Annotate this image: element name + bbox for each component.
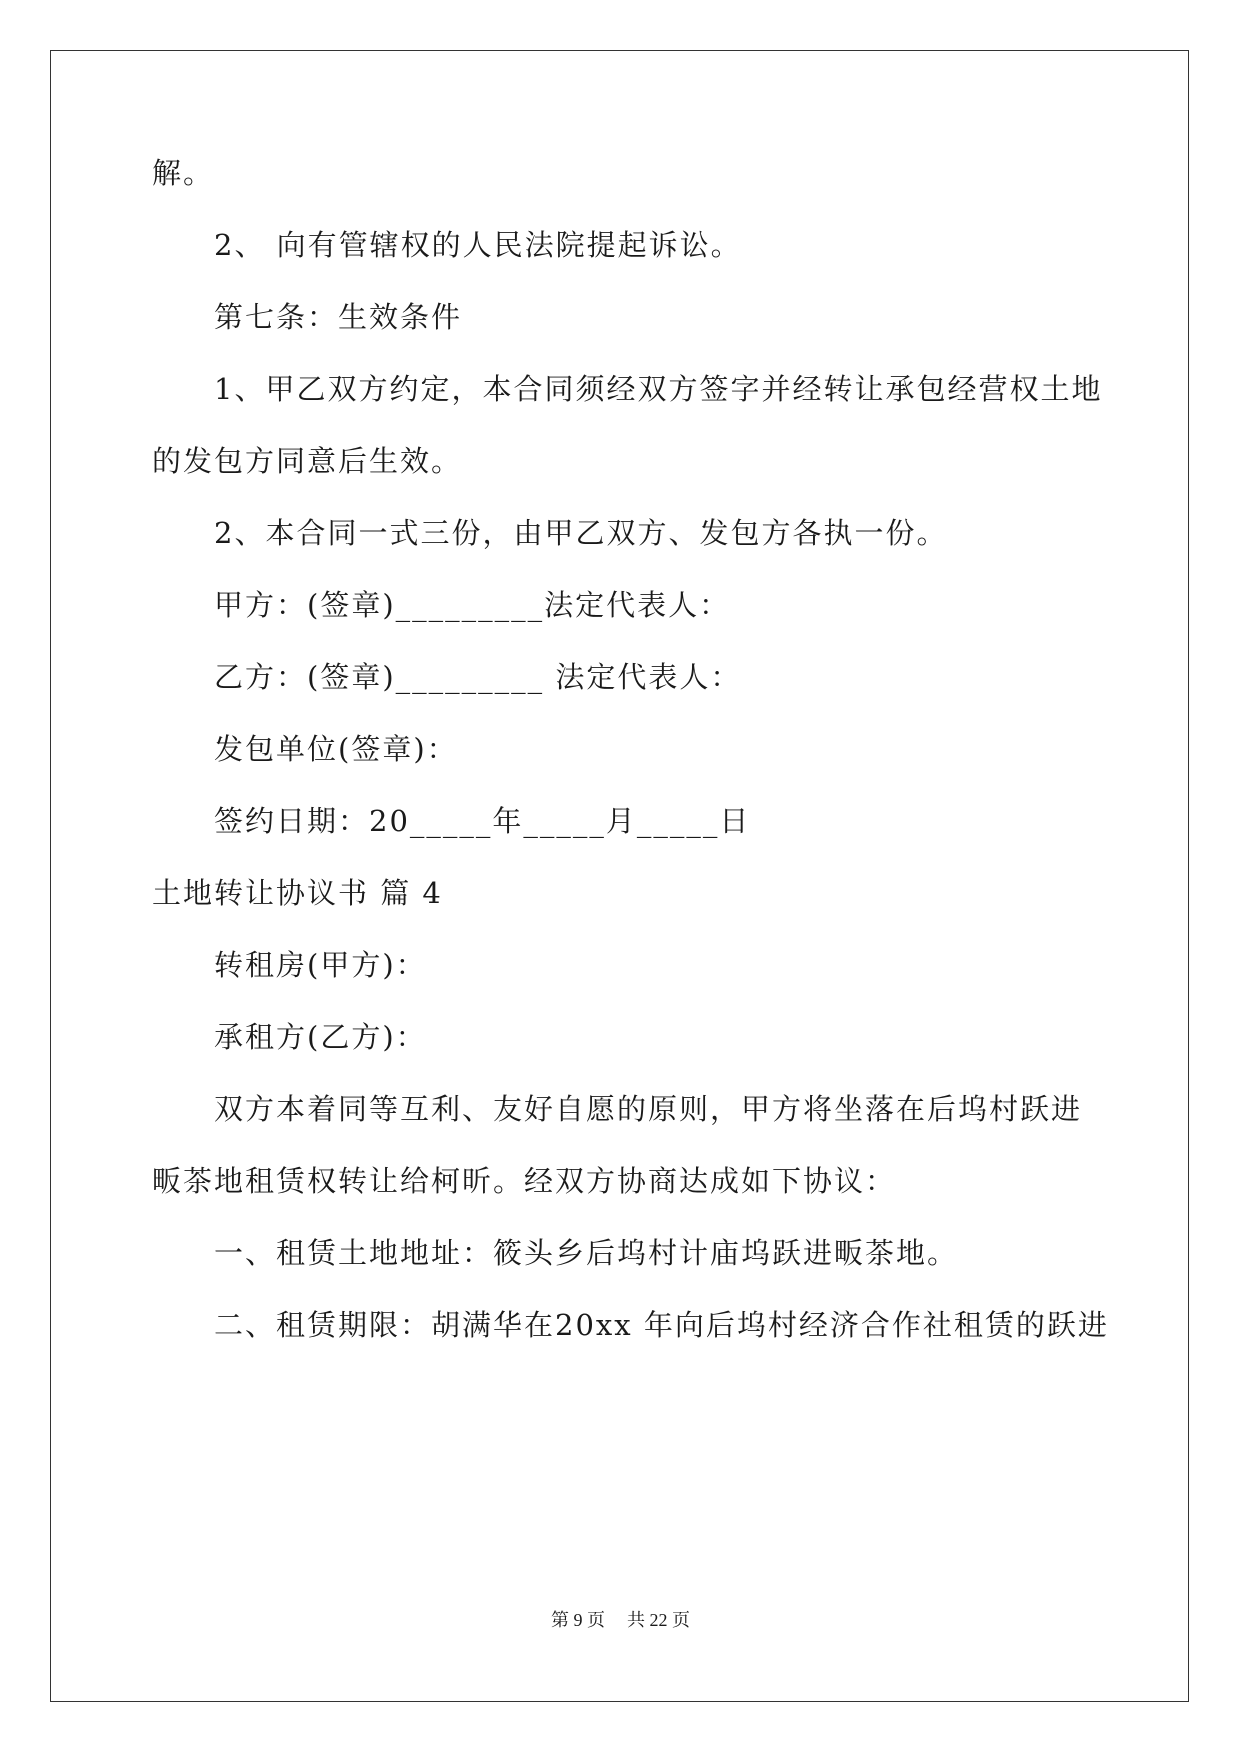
text-line-14: 双方本着同等互利、友好自愿的原则，甲方将坐落在后坞村跃进 [214, 1092, 1083, 1126]
text-line-6: 2、本合同一式三份，由甲乙双方、发包方各执一份。 [214, 516, 948, 550]
text-line-2: 2、 向有管辖权的人民法院提起诉讼。 [214, 228, 742, 262]
text-line-16: 一、租赁土地地址：筱头乡后坞村计庙坞跃进畈茶地。 [214, 1236, 959, 1270]
page-footer [0, 1608, 1241, 1632]
text-line-17: 二、租赁期限：胡满华在20xx 年向后坞村经济合作社租赁的跃进 [214, 1308, 1109, 1342]
section-title-part-4: 土地转让协议书 篇 4 [152, 876, 443, 910]
page-number-current: 第 9 页 [551, 1610, 605, 1630]
text-line-1: 解。 [152, 156, 215, 190]
signature-issuer: 发包单位(签章)： [214, 732, 458, 766]
section-heading-article-7: 第七条：生效条件 [214, 300, 463, 334]
party-b-label: 承租方(乙方)： [214, 1020, 427, 1054]
signature-party-a: 甲方：(签章)_________法定代表人： [214, 588, 731, 622]
signature-party-b: 乙方：(签章)_________ 法定代表人： [214, 660, 742, 694]
page-number-total: 共 22 页 [627, 1610, 690, 1630]
text-line-5: 的发包方同意后生效。 [152, 444, 463, 478]
signing-date: 签约日期：20_____年_____月_____日 [214, 804, 751, 838]
party-a-label: 转租房(甲方)： [214, 948, 427, 982]
text-line-15: 畈茶地租赁权转让给柯昕。经双方协商达成如下协议： [152, 1164, 897, 1198]
text-line-4: 1、甲乙双方约定，本合同须经双方签字并经转让承包经营权土地 [214, 372, 1103, 406]
